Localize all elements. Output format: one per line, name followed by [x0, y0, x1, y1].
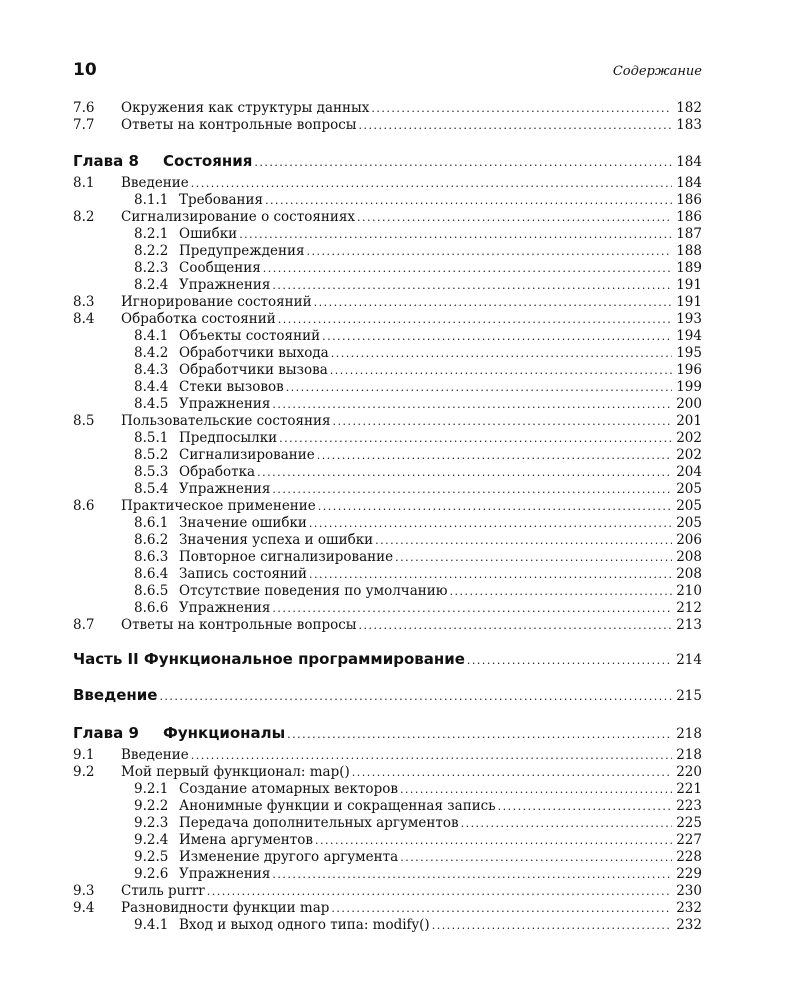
toc-entry-title: Стиль purrr: [121, 883, 205, 899]
toc-entry-number: 8.5.2: [134, 447, 169, 463]
toc-entry-title: Создание атомарных векторов: [179, 781, 398, 797]
toc-entry-page: 200: [676, 396, 702, 412]
toc-entry-page: 188: [676, 243, 702, 259]
toc-entry: [73, 583, 702, 600]
toc-entry-number: 8.2: [73, 209, 95, 225]
toc-entry-title: Сигнализирование о состояниях: [121, 209, 355, 225]
toc-entry-title: Ответы на контрольные вопросы: [121, 117, 357, 133]
toc-entry-title: Введение: [73, 686, 158, 704]
toc-entry: [73, 379, 702, 396]
toc-entry: [73, 192, 702, 209]
dot-leader: [352, 764, 672, 781]
dot-leader: [400, 781, 672, 798]
dot-leader: [359, 617, 673, 634]
toc-entry-title: Игнорирование состояний: [121, 294, 312, 310]
toc-entry-page: 232: [676, 900, 702, 916]
toc-entry-page: 195: [676, 345, 702, 361]
dot-leader: [315, 832, 672, 849]
toc-entry: [73, 362, 702, 379]
toc-entry-number: 8.2.4: [134, 277, 169, 293]
toc-entry: [73, 684, 702, 706]
toc-entry-title: Состояния: [163, 152, 253, 170]
dot-leader: [191, 175, 672, 192]
toc-entry-title: Предпосылки: [179, 430, 278, 446]
toc-entry-number: 8.6.1: [134, 515, 169, 531]
toc-entry-title: Повторное сигнализирование: [179, 549, 394, 565]
toc-entry-page: 210: [676, 583, 702, 599]
toc-entry-title: Часть II Функциональное программирование: [73, 650, 465, 668]
toc-entry-page: 205: [676, 498, 702, 514]
toc-entry: [73, 447, 702, 464]
dot-leader: [498, 798, 673, 815]
dot-leader: [272, 866, 672, 883]
toc-entry-title: Значение ошибки: [179, 515, 307, 531]
toc-entry-title: Практическое применение: [121, 498, 316, 514]
toc-entry-number: Глава 9: [73, 724, 139, 742]
toc-entry-number: 9.3: [73, 883, 95, 899]
toc-entry-page: 206: [676, 532, 702, 548]
table-of-contents: [73, 100, 702, 934]
toc-entry: [73, 900, 702, 917]
toc-entry: [73, 277, 702, 294]
toc-entry-title: Имена аргументов: [179, 832, 313, 848]
dot-leader: [265, 192, 672, 209]
toc-entry-title: Введение: [121, 175, 189, 191]
dot-leader: [272, 481, 672, 498]
toc-entry-title: Упражнения: [179, 481, 271, 497]
toc-entry-title: Требования: [179, 192, 264, 208]
toc-entry-number: 9.2.3: [134, 815, 169, 831]
toc-entry-page: 186: [676, 209, 702, 225]
toc-entry-number: 8.4.4: [134, 379, 169, 395]
toc-entry-title: Отсутствие поведения по умолчанию: [179, 583, 448, 599]
toc-entry-number: Глава 8: [73, 152, 139, 170]
dot-leader: [159, 685, 672, 708]
toc-entry-number: 8.6: [73, 498, 95, 514]
running-title: Содержание: [612, 64, 702, 79]
dot-leader: [309, 515, 672, 532]
toc-entry-number: 8.4.2: [134, 345, 169, 361]
toc-entry: [73, 849, 702, 866]
toc-entry-number: 8.2.3: [134, 260, 169, 276]
dot-leader: [330, 362, 672, 379]
toc-entry-number: 8.6.6: [134, 600, 169, 616]
toc-entry: [73, 226, 702, 243]
toc-entry-page: 184: [676, 175, 702, 191]
toc-entry: [73, 117, 702, 134]
toc-entry-number: 8.2.2: [134, 243, 169, 259]
toc-entry-page: 218: [676, 747, 702, 763]
toc-entry: [73, 311, 702, 328]
toc-entry-number: 9.2.6: [134, 866, 169, 882]
dot-leader: [395, 549, 672, 566]
toc-entry-page: 184: [676, 154, 702, 170]
toc-entry-page: 218: [676, 726, 702, 742]
toc-entry-title: Объекты состояний: [179, 328, 321, 344]
toc-entry-page: 183: [676, 117, 702, 133]
dot-leader: [272, 396, 672, 413]
dot-leader: [400, 849, 672, 866]
dot-leader: [314, 294, 673, 311]
toc-entry-page: 205: [676, 515, 702, 531]
toc-entry: [73, 396, 702, 413]
dot-leader: [278, 311, 672, 328]
toc-entry-number: 8.5: [73, 413, 95, 429]
toc-entry-title: Вход и выход одного типа: modify(): [179, 917, 430, 933]
toc-entry-number: 9.2: [73, 764, 95, 780]
toc-entry: [73, 515, 702, 532]
dot-leader: [272, 277, 672, 294]
toc-entry: [73, 764, 702, 781]
toc-entry-page: 229: [676, 866, 702, 882]
dot-leader: [309, 566, 672, 583]
toc-entry-title: Анонимные функции и сокращенная запись: [179, 798, 496, 814]
dot-leader: [279, 430, 672, 447]
toc-entry-page: 232: [676, 917, 702, 933]
toc-entry-title: Предупреждения: [179, 243, 305, 259]
toc-entry-title: Сигнализирование: [179, 447, 315, 463]
toc-entry-number: 8.5.3: [134, 464, 169, 480]
dot-leader: [287, 723, 672, 746]
toc-entry-title: Обработка: [179, 464, 256, 480]
toc-entry-number: 9.2.5: [134, 849, 169, 865]
toc-entry: [73, 648, 702, 670]
toc-entry-number: 9.4: [73, 900, 95, 916]
dot-leader: [331, 900, 672, 917]
toc-entry: [73, 464, 702, 481]
toc-entry-title: Функционалы: [163, 724, 286, 742]
dot-leader: [450, 583, 673, 600]
toc-entry-page: 220: [676, 764, 702, 780]
dot-leader: [254, 151, 672, 174]
toc-entry-number: 8.6.3: [134, 549, 169, 565]
dot-leader: [333, 413, 673, 430]
dot-leader: [263, 260, 672, 277]
toc-entry: [73, 413, 702, 430]
toc-entry-number: 8.5.4: [134, 481, 169, 497]
toc-entry: [73, 866, 702, 883]
toc-entry-page: 212: [676, 600, 702, 616]
toc-entry-number: 8.4.5: [134, 396, 169, 412]
toc-entry-title: Передача дополнительных аргументов: [179, 815, 459, 831]
toc-entry: [73, 150, 702, 172]
toc-entry-number: 8.7: [73, 617, 95, 633]
toc-entry-title: Упражнения: [179, 396, 271, 412]
dot-leader: [359, 117, 673, 134]
toc-entry-number: 9.2.4: [134, 832, 169, 848]
toc-entry-number: 8.2.1: [134, 226, 169, 242]
toc-entry-title: Обработка состояний: [121, 311, 276, 327]
toc-entry-title: Упражнения: [179, 600, 271, 616]
toc-entry-page: 187: [676, 226, 702, 242]
toc-entry-number: 8.4: [73, 311, 95, 327]
toc-entry-number: 9.4.1: [134, 917, 169, 933]
toc-entry: [73, 617, 702, 634]
toc-entry-page: 199: [676, 379, 702, 395]
dot-leader: [239, 226, 672, 243]
toc-entry-number: 8.1: [73, 175, 95, 191]
dot-leader: [257, 464, 672, 481]
toc-entry-page: 215: [676, 688, 702, 704]
dot-leader: [318, 498, 672, 515]
dot-leader: [375, 532, 672, 549]
toc-entry: [73, 498, 702, 515]
toc-entry-title: Упражнения: [179, 866, 271, 882]
toc-entry-page: 205: [676, 481, 702, 497]
toc-entry-page: 225: [676, 815, 702, 831]
toc-entry-page: 186: [676, 192, 702, 208]
toc-entry: [73, 243, 702, 260]
toc-entry-title: Обработчики выхода: [179, 345, 329, 361]
toc-entry-title: Введение: [121, 747, 189, 763]
toc-entry-number: 8.6.5: [134, 583, 169, 599]
toc-entry-title: Стеки вызовов: [179, 379, 284, 395]
toc-entry-number: 9.2.2: [134, 798, 169, 814]
toc-entry: [73, 832, 702, 849]
dot-leader: [207, 883, 673, 900]
toc-entry-title: Ответы на контрольные вопросы: [121, 617, 357, 633]
toc-entry: [73, 328, 702, 345]
toc-entry-title: Сообщения: [179, 260, 261, 276]
toc-entry-page: 223: [676, 798, 702, 814]
toc-entry-page: 208: [676, 566, 702, 582]
toc-entry-page: 214: [676, 652, 702, 668]
dot-leader: [331, 345, 673, 362]
toc-entry: [73, 781, 702, 798]
toc-entry-title: Значения успеха и ошибки: [179, 532, 374, 548]
toc-entry: [73, 747, 702, 764]
toc-entry-number: 8.4.3: [134, 362, 169, 378]
toc-entry-page: 228: [676, 849, 702, 865]
toc-entry-page: 208: [676, 549, 702, 565]
toc-entry-page: 201: [676, 413, 702, 429]
dot-leader: [467, 649, 672, 672]
toc-entry-page: 227: [676, 832, 702, 848]
dot-leader: [357, 209, 672, 226]
toc-entry-title: Ошибки: [179, 226, 238, 242]
toc-entry: [73, 600, 702, 617]
toc-entry-page: 191: [676, 277, 702, 293]
toc-entry: [73, 175, 702, 192]
dot-leader: [272, 600, 672, 617]
toc-entry: [73, 430, 702, 447]
toc-entry-page: 193: [676, 311, 702, 327]
toc-entry-page: 196: [676, 362, 702, 378]
toc-entry: [73, 815, 702, 832]
toc-entry: [73, 260, 702, 277]
toc-entry-page: 182: [676, 100, 702, 116]
toc-entry-number: 8.6.2: [134, 532, 169, 548]
dot-leader: [371, 100, 672, 117]
toc-entry-page: 191: [676, 294, 702, 310]
toc-entry-title: Упражнения: [179, 277, 271, 293]
toc-entry-title: Окружения как структуры данных: [121, 100, 370, 116]
toc-entry-number: 8.1.1: [134, 192, 169, 208]
page-number: 10: [73, 60, 97, 80]
toc-entry: [73, 532, 702, 549]
toc-entry: [73, 798, 702, 815]
toc-entry-number: 8.5.1: [134, 430, 169, 446]
toc-entry: [73, 481, 702, 498]
toc-entry: [73, 917, 702, 934]
toc-entry-page: 202: [676, 430, 702, 446]
toc-entry-title: Запись состояний: [179, 566, 308, 582]
toc-entry-page: 230: [676, 883, 702, 899]
toc-entry-page: 204: [676, 464, 702, 480]
toc-entry-title: Обработчики вызова: [179, 362, 328, 378]
toc-entry-page: 189: [676, 260, 702, 276]
dot-leader: [286, 379, 673, 396]
toc-entry: [73, 549, 702, 566]
dot-leader: [317, 447, 672, 464]
toc-entry-title: Пользовательские состояния: [121, 413, 331, 429]
toc-entry-title: Разновидности функции map: [121, 900, 330, 916]
toc-entry-number: 9.1: [73, 747, 95, 763]
toc-entry: [73, 209, 702, 226]
toc-entry-page: 194: [676, 328, 702, 344]
toc-entry: [73, 722, 702, 744]
dot-leader: [307, 243, 673, 260]
toc-entry-page: 202: [676, 447, 702, 463]
dot-leader: [191, 747, 672, 764]
toc-entry-number: 8.3: [73, 294, 95, 310]
toc-entry-page: 213: [676, 617, 702, 633]
toc-entry-number: 7.7: [73, 117, 95, 133]
dot-leader: [322, 328, 672, 345]
toc-entry: [73, 294, 702, 311]
toc-entry-title: Изменение другого аргумента: [179, 849, 399, 865]
toc-entry: [73, 566, 702, 583]
toc-entry: [73, 883, 702, 900]
toc-entry-number: 8.4.1: [134, 328, 169, 344]
dot-leader: [461, 815, 673, 832]
toc-entry-number: 7.6: [73, 100, 95, 116]
toc-entry-page: 221: [676, 781, 702, 797]
toc-entry-title: Мой первый функционал: map(): [121, 764, 350, 780]
toc-entry-number: 9.2.1: [134, 781, 169, 797]
toc-entry: [73, 100, 702, 117]
dot-leader: [432, 917, 673, 934]
toc-entry: [73, 345, 702, 362]
toc-entry-number: 8.6.4: [134, 566, 169, 582]
